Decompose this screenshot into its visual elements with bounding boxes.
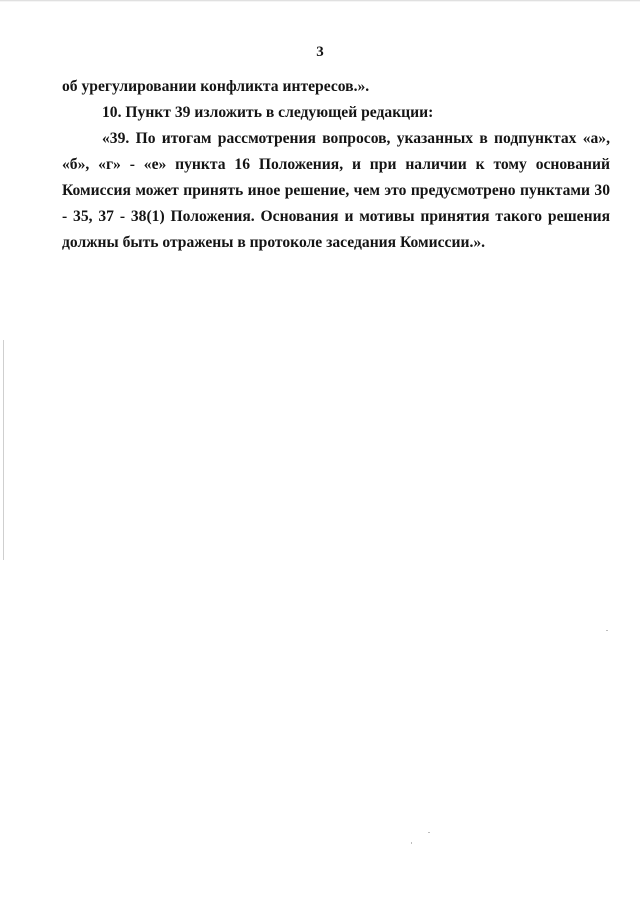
page-top-edge [0,0,640,2]
document-body [62,74,610,256]
page-number: 3 [316,44,324,60]
paragraph-item-10: 10. Пункт 39 изложить в следующей редакции: [102,104,434,121]
scan-speck [428,832,430,833]
paragraph-continuation: об урегулировании конфликта интересов.». [62,78,370,95]
scan-edge-mark [3,340,4,560]
scan-speck [411,842,412,844]
paragraph-item-39: «39. По итогам рассмотрения вопросов, указанных в подпунктах «а», «б», «г» - «е» пункта 16 Положения, и при наличии к тому оснований Комиссия может принять иное решение, чем это предусмотрено пунктами 30 - 35, 37 - 38(1) Положения. Основания и мотивы принятия такого решения должны быть отражены в протоколе заседания Комиссии.». [62,130,610,251]
scan-speck [606,630,608,631]
